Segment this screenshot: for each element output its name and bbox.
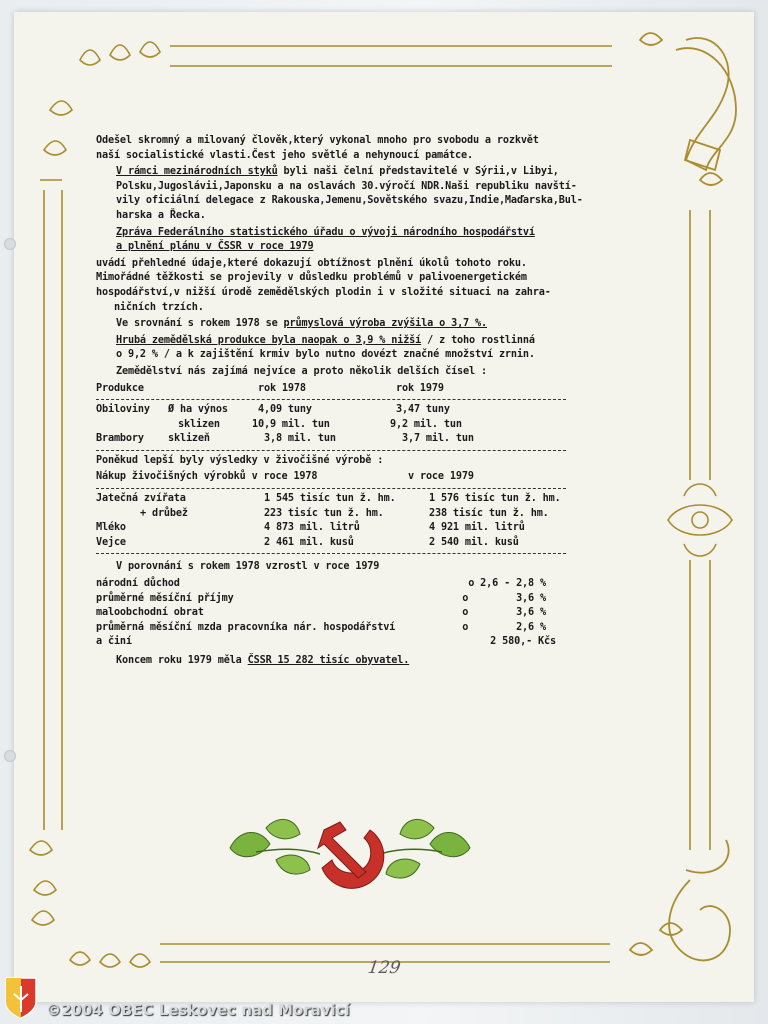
paragraph-agriculture-intro: Zemědělství nás zajímá nejvíce a proto několik delších čísel : [116,365,487,377]
paragraph-industry: Ve srovnání s rokem 1978 se průmyslová výroba zvýšila o 3,7 %. [116,318,487,330]
dashed-divider [96,450,566,451]
list-item: průměrná měsíční mzda pracovníka nár. hospodářství o 2,6 % [96,621,546,633]
table-header: Nákup živočišných výrobků v roce 1978 v roce 1979 [96,471,474,483]
scroll-ornament-icon [640,33,736,185]
crop-table [96,382,626,451]
dashed-divider [96,553,566,554]
table-row: Vejce 2 461 mil. kusů 2 540 mil. kusů [96,536,519,548]
livestock-table [96,470,626,554]
paragraph-economy: uvádí přehledné údaje,které dokazují obtížnost plnění úkolů tohoto roku. Mimořádné těžkosti se projevily v důsledku problémů v palivoenergetickém hospodářství,v nižší úrodě zemědělských plodin i v složité situaci na zahra- ničních trzích. [96,257,551,313]
tulip-ornament-icon [30,841,150,967]
municipal-coat-of-arms-icon [4,976,38,1020]
list-item: národní důchod o 2,6 - 2,8 % [96,578,546,590]
table-row: Jatečná zvířata 1 545 tisíc tun ž. hm. 1 576 tisíc tun ž. hm. [96,493,561,505]
paragraph-tribute: Odešel skromný a milovaný člověk,který vykonal mnoho pro svobodu a rozkvět naší socialistické vlasti.Čest jeho světlé a nehynoucí památce. [96,135,539,161]
table-row: sklizen 10,9 mil. tun 9,2 mil. tun [178,418,462,430]
page-number: 129 [366,958,402,978]
table-row: Mléko 4 873 mil. litrů 4 921 mil. litrů [96,522,525,534]
table-row: Obiloviny Ø ha výnos 4,09 tuny 3,47 tuny [96,404,450,416]
hammer-and-sickle-icon [220,808,480,890]
scroll-ornament-icon [630,840,730,960]
growth-intro: V porovnání s rokem 1978 vzrostl v roce 1979 [116,561,380,573]
underlined-phrase: V rámci mezinárodních styků [116,166,278,178]
table-row: Brambory sklizeň 3,8 mil. tun 3,7 mil. tun [96,433,474,445]
center-ornament-icon [668,484,732,556]
table-row: + drůbež 223 tisíc tun ž. hm. 238 tisíc tun ž. hm. [140,507,549,519]
livestock-intro: Poněkud lepší byly výsledky v živočišné výrobě : [96,454,384,466]
table-header: Produkce rok 1978 rok 1979 [96,382,444,394]
closing-line: Koncem roku 1979 měla ČSSR 15 282 tisíc obyvatel. [116,655,410,666]
paragraph-foreign-relations: V rámci mezinárodních styků byli naši čelní představitelé v Sýrii,v Libyi, Polsku,Jugoslávii,Japonsku a na oslavách 30.výročí NDR.Naši republiku navští- vily oficiální delegace z Rakouska,Jemenu,Sovětského svazu,Indie,Maďarska,Bul- harska a Řecka. [116,166,583,221]
growth-list [96,577,626,650]
dashed-divider [96,399,566,400]
typed-report [96,134,626,671]
list-item: maloobchodní obrat o 3,6 % [96,607,546,619]
statistics-report-heading: Zpráva Federálního statistického úřadu o vývoji národního hospodářství a plnění plánu v ČSSR v roce 1979 [116,226,535,253]
list-item: průměrné měsíční příjmy o 3,6 % [96,592,546,604]
copyright-watermark: ©2004 OBEC Leskovec nad Moravicí [46,1001,350,1019]
paragraph-agriculture: Hrubá zemědělská produkce byla naopak o 3,9 % nižší / z toho rostlinná o 9,2 % / a k zajištění krmiv bylo nutno dovézt značné množství zrnin. [116,334,535,361]
dashed-divider [96,488,566,489]
list-item: a činí 2 580,- Kčs [96,636,556,648]
